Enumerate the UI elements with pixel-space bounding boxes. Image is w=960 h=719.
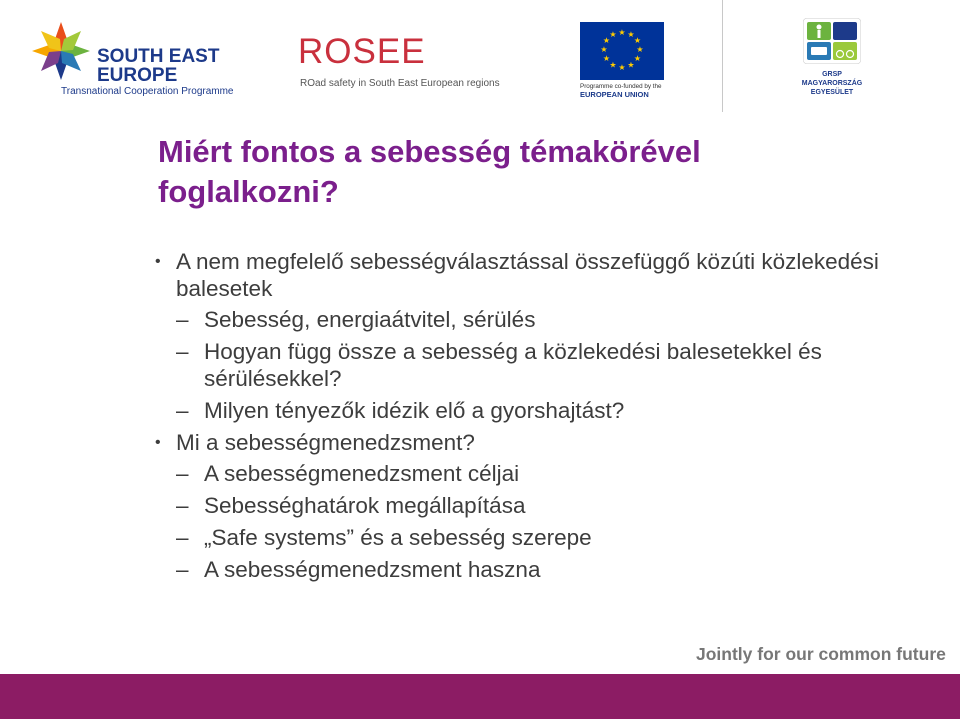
grsp-logo bbox=[797, 18, 867, 104]
sub-bullet-item bbox=[155, 524, 915, 551]
eu-flag-icon bbox=[580, 22, 664, 80]
see-star-icon bbox=[30, 20, 92, 82]
sub-bullet-item bbox=[155, 460, 915, 487]
rosee-logo-subtitle: ROad safety in South East European regions bbox=[300, 78, 500, 89]
eu-logo-line1: Programme co-funded by the bbox=[580, 83, 662, 90]
grsp-line1: GRSP bbox=[822, 71, 842, 78]
footer-bar bbox=[0, 674, 960, 719]
sub-bullet-text: Milyen tényezők idézik elő a gyorshajtást? bbox=[204, 398, 625, 423]
dash-marker: – bbox=[176, 398, 189, 423]
sub-bullet-text: A sebességmenedzsment céljai bbox=[204, 461, 520, 486]
dash-marker: – bbox=[176, 525, 189, 550]
dash-marker: – bbox=[176, 339, 189, 364]
grsp-logo-text bbox=[797, 70, 867, 97]
dash-marker: – bbox=[176, 461, 189, 486]
svg-text:★: ★ bbox=[627, 60, 635, 70]
sub-bullet-text: Sebességhatárok megállapítása bbox=[204, 493, 526, 518]
sub-bullet-item bbox=[155, 492, 915, 519]
see-logo-subtitle: Transnational Cooperation Programme bbox=[61, 86, 234, 97]
dash-marker: – bbox=[176, 557, 189, 582]
sub-bullet-text: Hogyan függ össze a sebesség a közlekedési balesetekkel és sérülésekkel? bbox=[204, 339, 822, 391]
see-logo-title: SOUTH EAST EUROPE bbox=[97, 46, 220, 86]
grsp-line2: MAGYARORSZÁG bbox=[801, 80, 863, 87]
dash-marker: – bbox=[176, 493, 189, 518]
bullet-marker: • bbox=[155, 434, 161, 451]
svg-text:★: ★ bbox=[633, 54, 642, 63]
bullet-text: A nem megfelelő sebességválasztással összefüggő közúti közlekedési balesetek bbox=[176, 249, 879, 301]
bullet-list bbox=[155, 248, 915, 588]
bullet-text: Mi a sebességmenedzsment? bbox=[176, 430, 475, 455]
sub-bullet-text: „Safe systems” és a sebesség szerepe bbox=[204, 525, 592, 550]
sub-bullet-text: Sebesség, energiaátvitel, sérülés bbox=[204, 307, 536, 332]
grsp-line3: EGYESÜLET bbox=[810, 89, 854, 96]
slide-title: Miért fontos a sebesség témakörével foglalkozni? bbox=[158, 134, 701, 209]
rosee-logo-title: ROSEE bbox=[298, 32, 426, 71]
svg-text:★: ★ bbox=[633, 36, 642, 45]
sub-bullet-item bbox=[155, 306, 915, 333]
svg-text:★: ★ bbox=[618, 63, 626, 72]
sub-bullet-item bbox=[155, 338, 915, 392]
svg-text:★: ★ bbox=[602, 36, 611, 45]
rosee-logo bbox=[298, 32, 498, 92]
svg-text:★: ★ bbox=[600, 45, 608, 54]
eu-logo bbox=[580, 22, 668, 102]
logo-divider bbox=[722, 0, 723, 112]
svg-text:★: ★ bbox=[618, 28, 626, 37]
dash-marker: – bbox=[176, 307, 189, 332]
bullet-item bbox=[155, 429, 915, 456]
svg-text:★: ★ bbox=[602, 54, 611, 63]
logo-bar bbox=[0, 0, 960, 115]
eu-logo-text bbox=[580, 83, 662, 100]
svg-text:★: ★ bbox=[636, 45, 644, 54]
svg-text:★: ★ bbox=[609, 60, 617, 70]
south-east-europe-logo bbox=[30, 20, 234, 104]
bullet-item bbox=[155, 248, 915, 302]
footer-tagline: Jointly for our common future bbox=[696, 644, 946, 664]
road-users-icon bbox=[803, 18, 861, 64]
eu-logo-line2: EUROPEAN UNION bbox=[580, 90, 649, 99]
svg-text:★: ★ bbox=[627, 30, 635, 39]
sub-bullet-text: A sebességmenedzsment haszna bbox=[204, 557, 541, 582]
sub-bullet-item bbox=[155, 556, 915, 583]
bullet-marker: • bbox=[155, 253, 161, 270]
svg-text:★: ★ bbox=[609, 30, 617, 39]
sub-bullet-item bbox=[155, 397, 915, 424]
